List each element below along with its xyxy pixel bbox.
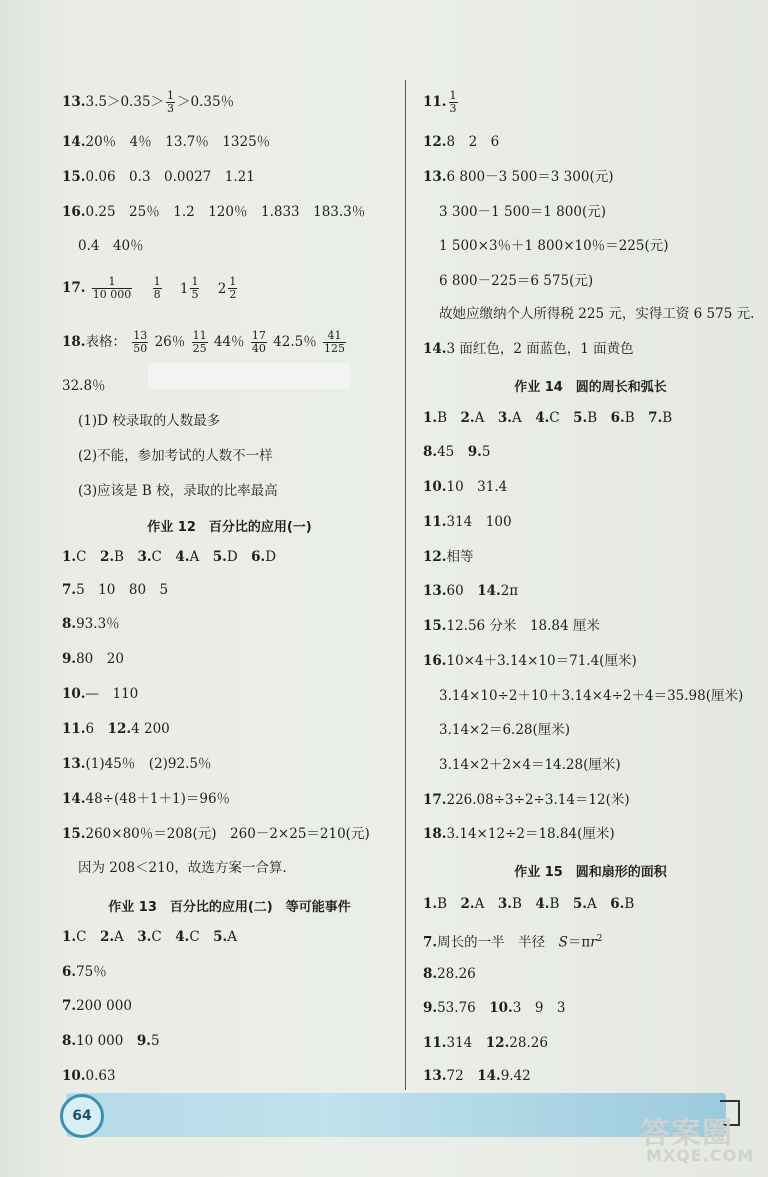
page-number: 64 [60, 1094, 104, 1138]
answer-12-10: 10.— 110 [62, 686, 139, 702]
fraction: $\frac{13}{50}$ [133, 329, 148, 355]
answer-16-continued: 0.4 40％ [78, 238, 144, 254]
answer-13-10: 10.0.63 [62, 1068, 116, 1084]
answer-r11: 11. $\frac{1}{3}$ [423, 89, 457, 115]
answer-14: 14.20％ 4％ 13.7％ 1325％ [62, 134, 271, 150]
column-divider [405, 80, 406, 1090]
answer-13-7: 7.200 000 [62, 998, 132, 1014]
fraction: $\frac{41}{125}$ [324, 329, 346, 355]
answer-15: 15.0.06 0.3 0.0027 1.21 [62, 169, 255, 185]
answer-12-14: 14.48÷(48＋1＋1)＝96％ [62, 791, 231, 807]
answer-r13-line3: 1 500×3％＋1 800×10％＝225(元) [439, 238, 669, 254]
fraction: $\frac{1}{10 000}$ [92, 275, 132, 301]
answer-14-11: 11.314 100 [423, 514, 512, 530]
answer-15-9-10: 9.53.76 10.3 9 3 [423, 1000, 566, 1016]
answer-12-15-continued: 因为 208＜210，故选方案一合算. [78, 860, 287, 876]
answer-15-11-12: 11.314 12.28.26 [423, 1035, 548, 1051]
section-heading-14: 作业 14 圆的周长和弧长 [514, 380, 667, 395]
fraction: $\frac{17}{40}$ [251, 329, 266, 355]
answers-12-1-6: 1.C 2.B 3.C 4.A 5.D 6.D [62, 549, 277, 565]
answer-r12: 12.8 2 6 [423, 134, 500, 150]
answer-17: 17. $\frac{1}{10 000}$ $\frac{1}{8}$ 1 $\frac{1}{5}$ 2 $\frac{1}{2}$ [62, 275, 237, 301]
answer-12-9: 9.80 20 [62, 651, 124, 667]
answer-14-16-line4: 3.14×2＋2×4＝14.28(厘米) [439, 757, 621, 773]
answer-18-sub1: (1)D 校录取的人数最多 [78, 413, 221, 429]
answer-12-8: 8.93.3％ [62, 616, 120, 632]
answer-14-16: 16.10×4＋3.14×10＝71.4(厘米) [423, 653, 637, 669]
answer-15-7: 7.周长的一半 半径 $S=\pi r^2$ [423, 934, 603, 951]
answers-14-1-7: 1.B 2.A 3.A 4.C 5.B 6.B 7.B [423, 410, 673, 426]
answer-15-13-14: 13.72 14.9.42 [423, 1068, 531, 1084]
fraction: $\frac{1}{3}$ [167, 89, 175, 115]
fraction: $\frac{1}{8}$ [153, 275, 161, 301]
answer-18-sub2: (2)不能，参加考试的人数不一样 [78, 448, 273, 464]
answer-14-10: 10.10 31.4 [423, 479, 508, 495]
answer-18-sub3: (3)应该是 B 校，录取的比率最高 [78, 483, 278, 499]
answer-r13-line5: 故她应缴纳个人所得税 225 元，实得工资 6 575 元. [439, 306, 755, 322]
answer-14-15: 15.12.56 分米 18.84 厘米 [423, 618, 600, 634]
answer-14-17: 17.226.08÷3÷2÷3.14＝12(米) [423, 792, 630, 808]
fraction: $\frac{1}{2}$ [229, 275, 237, 301]
answer-r13: 13.6 800－3 500＝3 300(元) [423, 169, 614, 185]
answers-15-1-6: 1.B 2.A 3.B 4.B 5.A 6.B [423, 896, 635, 912]
answer-14-8-9: 8.45 9.5 [423, 444, 491, 460]
answer-12-7: 7.5 10 80 5 [62, 582, 169, 598]
answer-13-8-9: 8.10 000 9.5 [62, 1033, 160, 1049]
fraction: $\frac{1}{5}$ [191, 275, 199, 301]
answer-14-16-line3: 3.14×2＝6.28(厘米) [439, 722, 571, 738]
answer-14-16-line2: 3.14×10÷2＋10＋3.14×4÷2＋4＝35.98(厘米) [439, 688, 744, 704]
answer-13-6: 6.75％ [62, 964, 107, 980]
answer-14-12: 12.相等 [423, 549, 474, 565]
answer-12-13: 13.(1)45％ (2)92.5％ [62, 756, 212, 772]
answer-12-15: 15.260×80％＝208(元) 260－2×25＝210(元) [62, 826, 370, 842]
answer-r13-line4: 6 800－225＝6 575(元) [439, 273, 594, 289]
section-heading-12: 作业 12 百分比的应用(一) [147, 520, 312, 535]
answer-13: 13.3.5＞0.35＞ $\frac{1}{3}$ ＞0.35％ [62, 89, 235, 115]
fraction: $\frac{11}{25}$ [192, 329, 207, 355]
watermark-logo: 答案圈 MXQE.COM [640, 1116, 755, 1165]
answer-15-8: 8.28.26 [423, 966, 476, 982]
answer-12-11-12: 11.6 12.4 200 [62, 721, 170, 737]
answer-16: 16.0.25 25％ 1.2 120％ 1.833 183.3％ [62, 204, 366, 220]
answer-14-13-14: 13.60 14.2π [423, 583, 519, 599]
footer-bar [66, 1093, 726, 1137]
answer-14-18: 18.3.14×12÷2＝18.84(厘米) [423, 826, 615, 842]
section-heading-15: 作业 15 圆和扇形的面积 [514, 865, 667, 880]
answer-r14: 14.3 面红色，2 面蓝色，1 面黄色 [423, 341, 634, 357]
answer-18: 18.表格： $\frac{13}{50}$ 26％ $\frac{11}{25}$ 44％ $\frac{17}{40}$ 42.5％ $\frac{41}{125}$ [62, 329, 346, 355]
answer-18-continued: 32.8％ [62, 378, 106, 394]
answer-r13-line2: 3 300－1 500＝1 800(元) [439, 204, 606, 220]
fraction: $\frac{1}{3}$ [449, 89, 457, 115]
redacted-area [148, 363, 350, 389]
section-heading-13: 作业 13 百分比的应用(二) 等可能事件 [108, 900, 351, 915]
answers-13-1-5: 1.C 2.A 3.C 4.C 5.A [62, 929, 237, 945]
